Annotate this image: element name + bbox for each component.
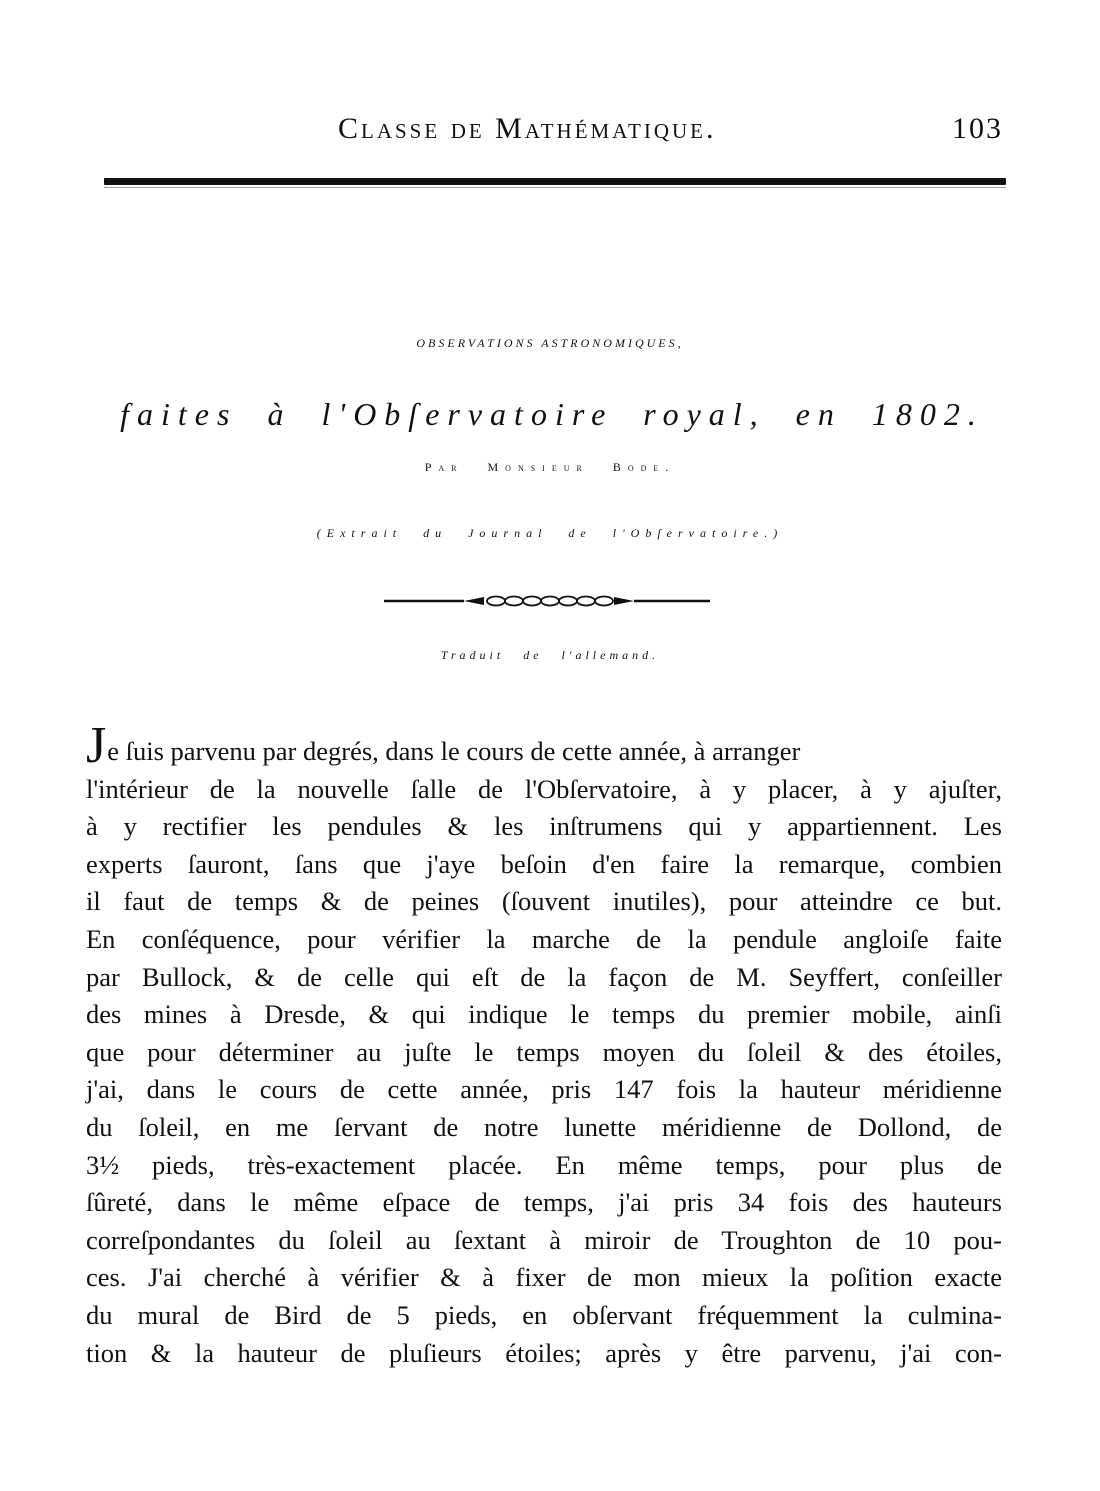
translation-note: Traduit de l'allemand. <box>440 648 660 662</box>
text-line-15: ces. J'ai cherché à vérifier & à fixer de mon mieux la poſition exacte <box>86 1262 1002 1293</box>
drop-cap: J <box>86 717 107 774</box>
running-head <box>0 112 1100 152</box>
header-rule <box>104 178 1006 185</box>
ornament-divider-icon <box>384 590 710 612</box>
text-line-2: l'intérieur de la nouvelle ſalle de l'Obſervatoire, à y placer, à y ajuſter, <box>86 773 1002 804</box>
text-line-11: du ſoleil, en me ſervant de notre lunette méridienne de Dollond, de <box>86 1111 1002 1142</box>
text-line-14: correſpondantes du ſoleil au ſextant à miroir de Troughton de 10 pou- <box>86 1224 1002 1255</box>
running-title: Classe de Mathématique. <box>338 112 717 145</box>
page-number: 103 <box>952 112 1003 145</box>
text-line-1: e ſuis parvenu par degrés, dans le cours de cette année, à arranger <box>107 736 801 766</box>
text-line-17: tion & la hauteur de pluſieurs étoiles; après y être parvenu, j'ai con- <box>86 1337 1002 1368</box>
text-line-9: que pour déterminer au juſte le temps moyen du ſoleil & des étoiles, <box>86 1036 1002 1067</box>
text-line-7: par Bullock, & de celle qui eſt de la façon de M. Seyffert, conſeiller <box>86 961 1002 992</box>
text-line-10: j'ai, dans le cours de cette année, pris 147 fois la hauteur méridienne <box>86 1074 1002 1105</box>
author-line: Par Monsieur Bode. <box>424 460 676 474</box>
text-line-13: ſûreté, dans le même eſpace de temps, j'ai pris 34 fois des hauteurs <box>86 1187 1002 1218</box>
text-line-12: 3½ pieds, très-exactement placée. En même temps, pour plus de <box>86 1149 1002 1180</box>
body-paragraph <box>86 717 1002 1372</box>
text-line-5: il faut de temps & de peines (ſouvent inutiles), pour atteindre ce but. <box>86 886 1002 917</box>
text-line-4: experts ſauront, ſans que j'aye beſoin d'en faire la remarque, combien <box>86 848 1002 879</box>
text-line-3: à y rectifier les pendules & les inſtrumens qui y appartiennent. Les <box>86 811 1002 842</box>
source-note: (Extrait du Journal de l'Obſervatoire.) <box>316 526 784 540</box>
text-line <box>86 717 1002 774</box>
article-subtitle: faites à l'Obſervatoire royal, en 1802. <box>120 396 984 432</box>
text-line-8: des mines à Dresde, & qui indique le temps du premier mobile, ainſi <box>86 999 1002 1030</box>
text-line-16: du mural de Bird de 5 pieds, en obſervant fréquemment la culmina- <box>86 1299 1002 1330</box>
article-title: OBSERVATIONS ASTRONOMIQUES, <box>416 336 684 350</box>
header-rule-shadow <box>104 187 1006 188</box>
text-line-6: En conſéquence, pour vérifier la marche de la pendule angloiſe faite <box>86 923 1002 954</box>
